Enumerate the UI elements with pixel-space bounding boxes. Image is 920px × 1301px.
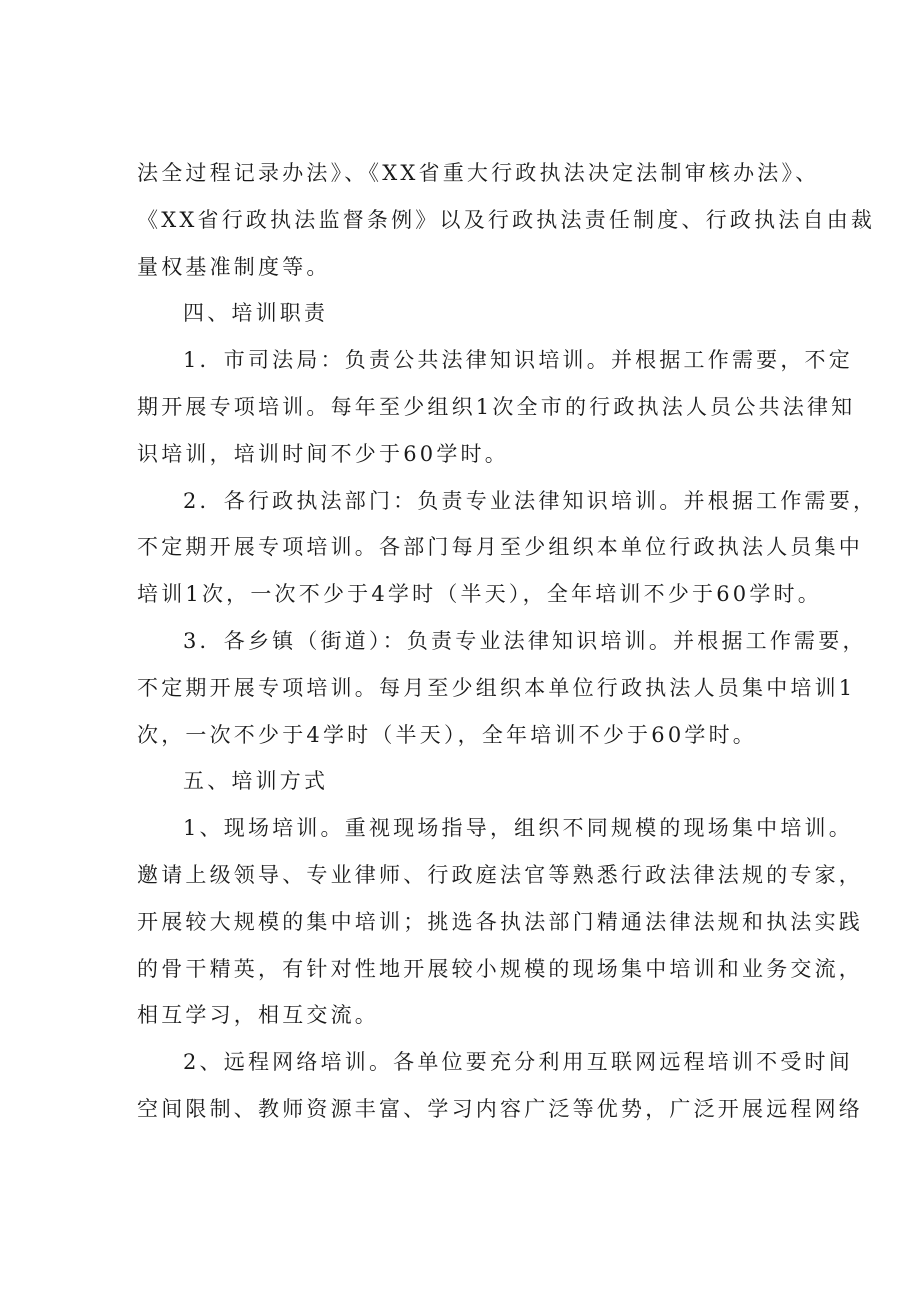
body-text-line: 《XX省行政执法监督条例》以及行政执法责任制度、行政执法自由裁 xyxy=(137,208,876,232)
body-text-line: 2、远程网络培训。各单位要充分利用互联网远程培训不受时间 xyxy=(183,1050,853,1074)
body-text-line: 3．各乡镇（街道）：负责专业法律知识培训。并根据工作需要， xyxy=(183,629,867,653)
body-text-line: 2．各行政执法部门：负责专业法律知识培训。并根据工作需要， xyxy=(183,489,878,513)
section-heading: 五、培训方式 xyxy=(183,769,329,793)
body-text-line: 法全过程记录办法》、《XX省重大行政执法决定法制审核办法》、 xyxy=(137,161,820,185)
body-text-line: 量权基准制度等。 xyxy=(137,255,331,279)
body-text-line: 次，一次不少于4学时（半天），全年培训不少于60学时。 xyxy=(137,723,757,747)
body-text-line: 的骨干精英，有针对性地开展较小规模的现场集中培训和业务交流， xyxy=(137,957,863,981)
body-text-line: 1、现场培训。重视现场指导，组织不同规模的现场集中培训。 xyxy=(183,816,853,840)
body-text-line: 1．市司法局：负责公共法律知识培训。并根据工作需要，不定 xyxy=(183,348,853,372)
body-text-line: 空间限制、教师资源丰富、学习内容广泛等优势，广泛开展远程网络 xyxy=(137,1097,863,1121)
body-text-line: 邀请上级领导、专业律师、行政庭法官等熟悉行政法律法规的专家， xyxy=(137,863,863,887)
body-text-line: 期开展专项培训。每年至少组织1次全市的行政执法人员公共法律知 xyxy=(137,395,856,419)
body-text-line: 不定期开展专项培训。每月至少组织本单位行政执法人员集中培训1 xyxy=(137,676,856,700)
body-text-line: 不定期开展专项培训。各部门每月至少组织本单位行政执法人员集中 xyxy=(137,535,863,559)
body-text-line: 相互学习，相互交流。 xyxy=(137,1003,379,1027)
body-text-line: 培训1次，一次不少于4学时（半天），全年培训不少于60学时。 xyxy=(137,582,822,606)
section-heading: 四、培训职责 xyxy=(183,301,329,325)
body-text-line: 开展较大规模的集中培训；挑选各执法部门精通法律法规和执法实践 xyxy=(137,910,863,934)
body-text-line: 识培训，培训时间不少于60学时。 xyxy=(137,442,509,466)
